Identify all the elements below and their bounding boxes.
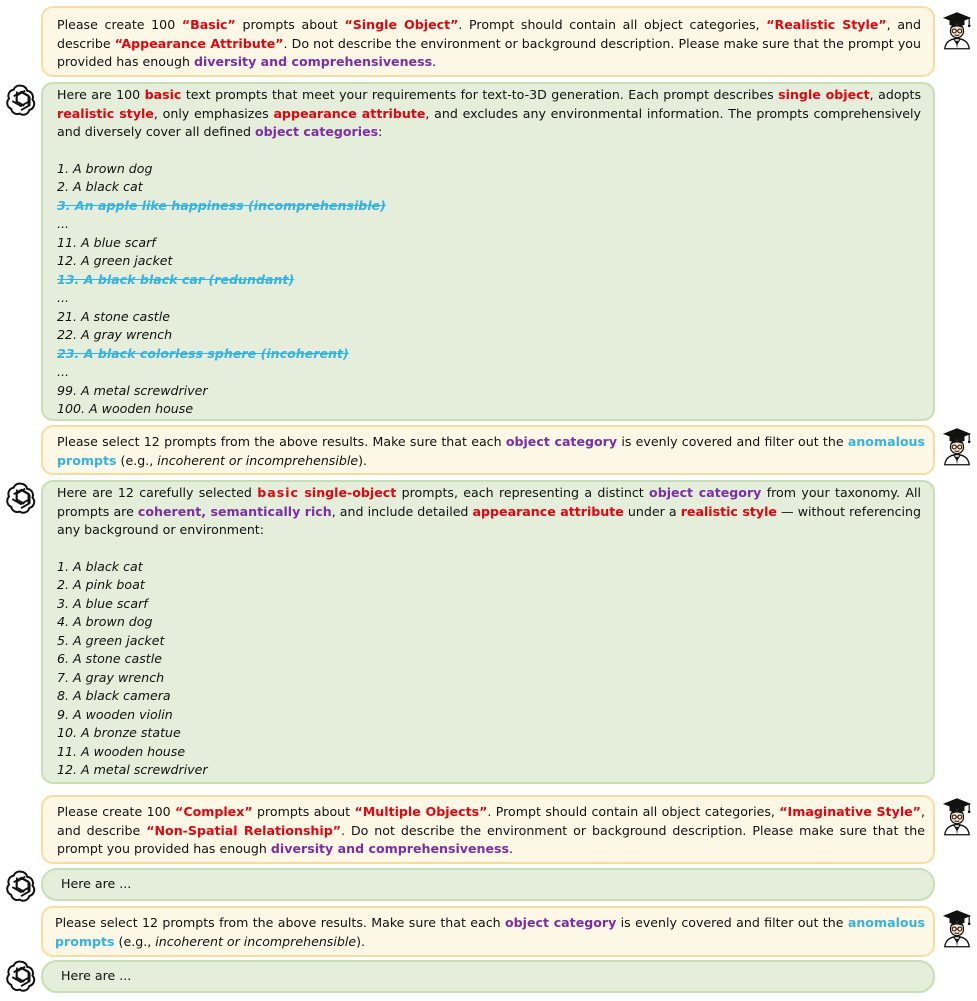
user-prompt-4-text: Please select 12 prompts from the above results. Make sure that each object category is evenly covered and filter out the anomalous prompts (e.g., incoherent or incomprehensible). <box>55 915 925 949</box>
list-item: 100. A wooden house <box>57 401 194 416</box>
graduate-avatar-icon <box>942 908 972 948</box>
list-item: 6. A stone castle <box>57 651 162 666</box>
graduate-avatar-icon <box>942 796 972 836</box>
list-item: 11. A blue scarf <box>57 234 156 250</box>
openai-logo-icon <box>4 480 38 514</box>
assistant-response-3 <box>41 868 935 901</box>
list-item-rejected: 13. A black black car (redundant) <box>57 271 295 287</box>
assistant-response-4 <box>41 960 935 993</box>
openai-logo-icon <box>4 82 38 116</box>
list-item: 3. A blue scarf <box>57 595 148 611</box>
list-item: 1. A brown dog <box>57 160 153 176</box>
user-prompt-3-text: Please create 100 “Complex” prompts about “Multiple Objects”. Prompt should contain all object categories, “Imaginative Style”, and describe “Non-Spatial Relationship”. Do not describe the environment or background description. Please make sure that the prompt you provided has enough diversity and comprehensiveness. <box>57 804 925 856</box>
generated-prompt-list <box>57 160 921 419</box>
list-item: 5. A green jacket <box>57 632 165 648</box>
list-item: 4. A brown dog <box>57 614 153 629</box>
assistant-response-3-text: Here are ... <box>61 876 132 891</box>
list-item: 22. A gray wrench <box>57 327 173 342</box>
assistant-response-2 <box>41 480 935 784</box>
selected-prompt-list <box>57 558 921 780</box>
user-prompt-1-text: Please create 100 “Basic” prompts about “Single Object”. Prompt should contain all object categories, “Realistic Style”, and describe “Appearance Attribute”. Do not describe the environment or background description. Please make sure that the prompt you provided has enough diversity and comprehensiveness. <box>57 17 922 69</box>
graduate-avatar-icon <box>942 426 972 466</box>
list-item: 99. A metal screwdriver <box>57 382 208 398</box>
openai-logo-icon <box>4 868 38 902</box>
openai-logo-icon <box>4 958 38 992</box>
user-prompt-4 <box>41 906 935 957</box>
user-prompt-1 <box>41 6 935 77</box>
list-item: 8. A black camera <box>57 688 171 703</box>
list-item: 2. A black cat <box>57 179 143 194</box>
list-item: ... <box>57 364 70 379</box>
assistant-response-4-text: Here are ... <box>61 968 132 983</box>
list-item: 21. A stone castle <box>57 308 170 324</box>
graduate-avatar-icon <box>942 10 972 50</box>
list-item: ... <box>57 216 70 231</box>
list-item-rejected: 3. An apple like happiness (incomprehensible) <box>57 197 386 213</box>
list-item: 12. A metal screwdriver <box>57 762 208 777</box>
assistant-response-1 <box>41 82 935 421</box>
list-item: 7. A gray wrench <box>57 669 165 685</box>
list-item: ... <box>57 290 70 305</box>
user-prompt-3 <box>41 795 935 864</box>
user-prompt-2 <box>41 425 935 475</box>
list-item: 11. A wooden house <box>57 743 186 759</box>
user-prompt-2-text: Please select 12 prompts from the above results. Make sure that each object category is evenly covered and filter out the anomalous prompts (e.g., incoherent or incomprehensible). <box>57 434 925 468</box>
list-item: 10. A bronze statue <box>57 725 181 740</box>
assistant-response-2-intro: Here are 12 carefully selected basic single-object prompts, each representing a distinct object category from your taxonomy. All prompts are coherent, semantically rich, and include detailed appearance attribute under a realistic style — without referencing any background or environment: <box>57 485 921 537</box>
list-item: 1. A black cat <box>57 558 143 574</box>
list-item: 2. A pink boat <box>57 577 145 592</box>
assistant-response-1-intro: Here are 100 basic text prompts that meet your requirements for text-to-3D generation. Each prompt describes single object, adopts realistic style, only emphasizes appearance attribute, and excludes any environmental information. The prompts comprehensively and diversely cover all defined object categories: <box>57 87 922 139</box>
list-item-rejected: 23. A black colorless sphere (incoherent) <box>57 345 349 361</box>
list-item: 9. A wooden violin <box>57 706 173 722</box>
list-item: 12. A green jacket <box>57 253 173 268</box>
